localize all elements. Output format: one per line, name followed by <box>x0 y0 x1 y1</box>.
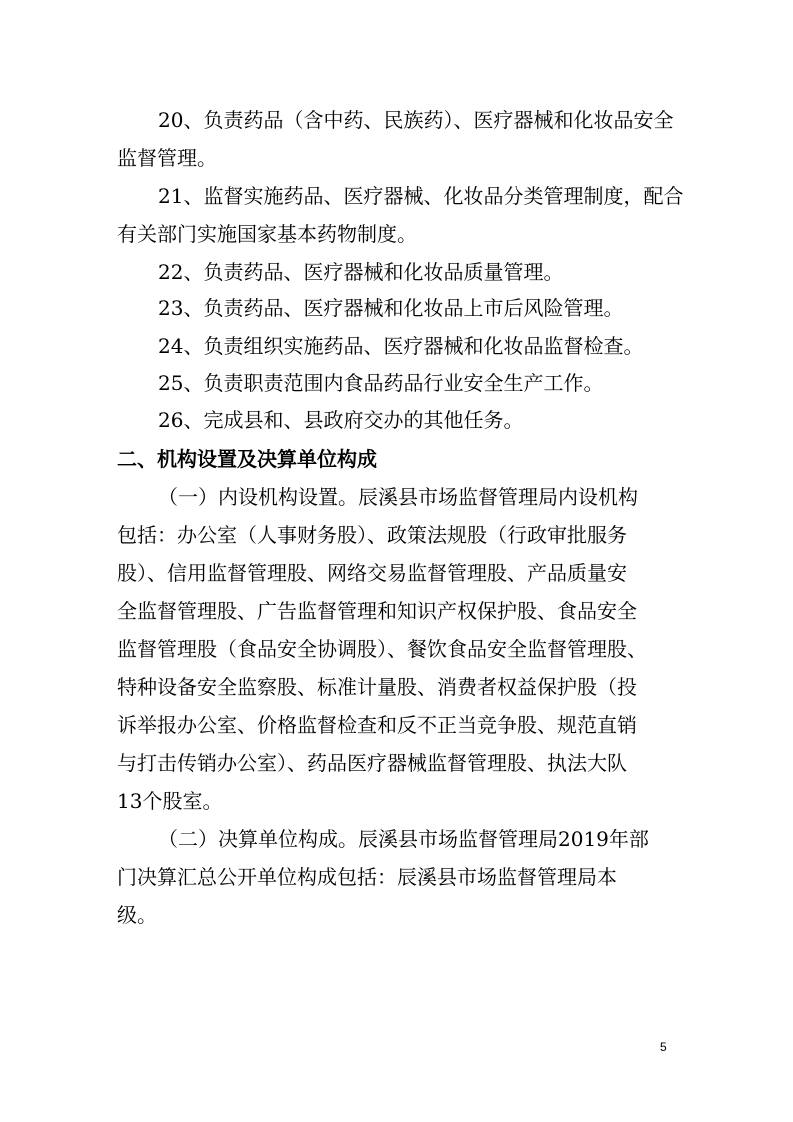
para1-line: （一）内设机构设置。辰溪县市场监督管理局内设机构 <box>158 485 638 509</box>
para1-line: 包括：办公室（人事财务股）、政策法规股（行政审批服务 <box>117 523 627 547</box>
para1-line: 股）、信用监督管理股、网络交易监督管理股、产品质量安 <box>117 561 627 585</box>
item-21-line2: 有关部门实施国家基本药物制度。 <box>117 222 417 246</box>
para1-line: 全监督管理股、广告监督管理和知识产权保护股、食品安全 <box>117 599 637 623</box>
para2-line: （二）决算单位构成。辰溪县市场监督管理局2019年部 <box>158 827 649 851</box>
item-22: 22、负责药品、医疗器械和化妆品质量管理。 <box>158 260 564 284</box>
para1-line: 监督管理股（食品安全协调股）、餐饮食品安全监督管理股、 <box>117 637 647 661</box>
item-25: 25、负责职责范围内食品药品行业安全生产工作。 <box>158 371 604 395</box>
para2-line: 门决算汇总公开单位构成包括：辰溪县市场监督管理局本 <box>117 865 617 889</box>
para1-line: 诉举报办公室、价格监督检查和反不正当竞争股、规范直销 <box>117 713 637 737</box>
para1-line: 13个股室。 <box>117 789 223 813</box>
item-26: 26、完成县和、县政府交办的其他任务。 <box>158 408 524 432</box>
para1-line: 特种设备安全监察股、标准计量股、消费者权益保护股（投 <box>117 675 637 699</box>
para2-line: 级。 <box>117 903 157 927</box>
page-number: 5 <box>660 1040 667 1054</box>
item-20-line2: 监督管理。 <box>117 146 217 170</box>
item-20-line1: 20、负责药品（含中药、民族药）、医疗器械和化妆品安全 <box>158 108 674 132</box>
section-heading: 二、机构设置及决算单位构成 <box>117 447 377 471</box>
item-24: 24、负责组织实施药品、医疗器械和化妆品监督检查。 <box>158 334 644 358</box>
para1-line: 与打击传销办公室）、药品医疗器械监督管理股、执法大队 <box>117 751 627 775</box>
item-21-line1: 21、监督实施药品、医疗器械、化妆品分类管理制度，配合 <box>158 184 684 208</box>
item-23: 23、负责药品、医疗器械和化妆品上市后风险管理。 <box>158 296 624 320</box>
